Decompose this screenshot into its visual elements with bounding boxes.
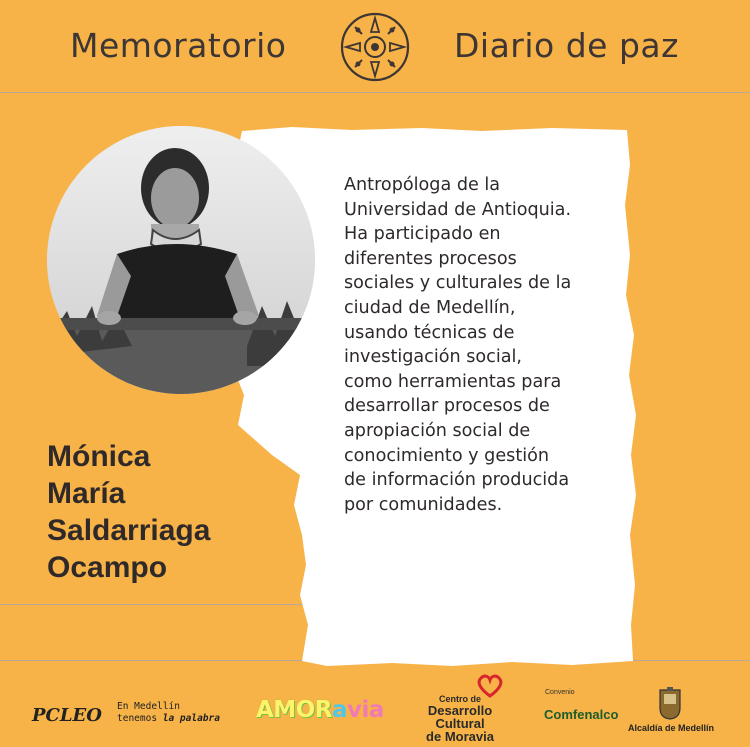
- name-line: Saldarriaga: [47, 514, 211, 547]
- pcleo-tagline-italic: la palabra: [162, 713, 220, 724]
- cdc-line: de Moravia: [426, 729, 494, 744]
- bio-line: como herramientas para: [344, 371, 562, 392]
- header-title-memoratorio: Memoratorio: [70, 26, 287, 65]
- pcleo-tagline-part: tenemos: [117, 713, 163, 724]
- bio-line: de información producida: [344, 470, 570, 491]
- cdc-line: Centro de: [438, 694, 481, 704]
- name-line: Ocampo: [47, 551, 168, 584]
- amoravia-logo: [256, 697, 384, 723]
- bio-line: investigación social,: [344, 347, 522, 368]
- name-line: Mónica: [47, 440, 151, 473]
- header-divider: [0, 92, 750, 93]
- portrait-photo: [47, 126, 315, 394]
- alcaldia-logo: Alcaldía de Medellín: [628, 723, 715, 733]
- bio-line: apropiación social de: [344, 420, 531, 441]
- coat-of-arms-icon: [658, 686, 682, 720]
- name-line: María: [47, 477, 126, 510]
- bio-line: desarrollar procesos de: [344, 396, 550, 417]
- bio-line: diferentes procesos: [344, 248, 517, 269]
- convenio-label: Convenio: [545, 689, 575, 696]
- pcleo-logo: PCLEO: [32, 705, 102, 726]
- header-title-diario-de-paz: Diario de paz: [454, 26, 679, 65]
- pcleo-tagline-line: En Medellín: [117, 701, 180, 712]
- bio-line: Antropóloga de la: [344, 175, 501, 195]
- bio-line: sociales y culturales de la: [344, 273, 572, 294]
- comfenalco-logo: Comfenalco: [544, 707, 619, 722]
- bio-text: [344, 173, 644, 517]
- bio-line: por comunidades.: [344, 494, 503, 515]
- pcleo-tagline: [117, 701, 220, 725]
- amoravia-logo-part: AMOR: [256, 697, 332, 723]
- pcleo-tagline-line: [117, 713, 220, 725]
- bio-line: ciudad de Medellín,: [344, 297, 516, 318]
- amoravia-logo-part: via: [346, 697, 384, 723]
- bio-line: conocimiento y gestión: [344, 445, 550, 466]
- bio-line: Ha participado en: [344, 224, 501, 245]
- bio-line: Universidad de Antioquia.: [344, 199, 572, 220]
- centro-desarrollo-cultural-logo: [405, 694, 515, 743]
- cdc-line: Desarrollo Cultural: [427, 703, 493, 731]
- footer-logos: [0, 661, 750, 747]
- bio-line: usando técnicas de: [344, 322, 515, 343]
- person-name: [47, 438, 267, 586]
- amoravia-logo-part: a: [331, 697, 347, 723]
- tribal-circle-logo-icon: [338, 10, 412, 84]
